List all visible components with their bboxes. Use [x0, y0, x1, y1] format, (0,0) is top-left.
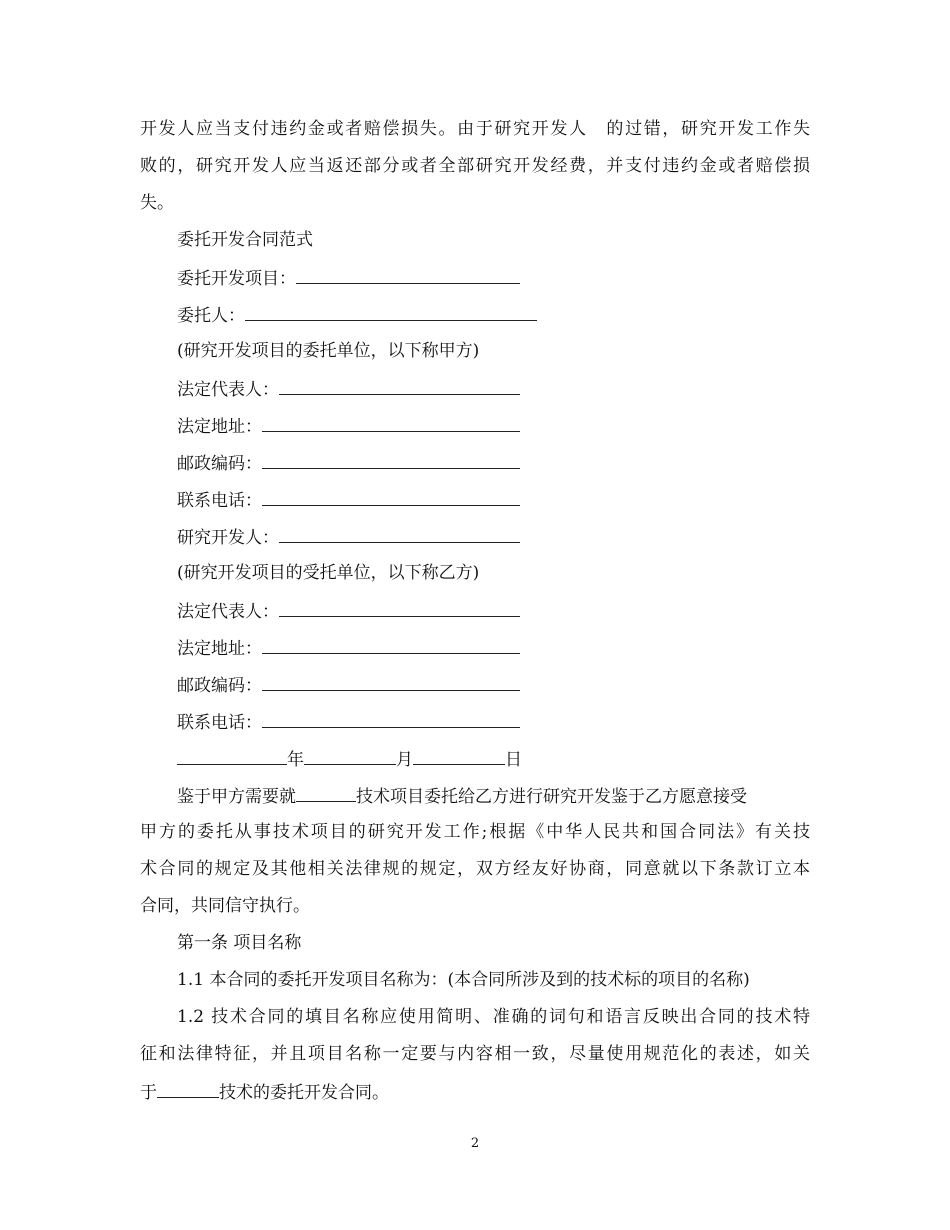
tel-blank-b[interactable] — [262, 710, 520, 728]
rep-field-a — [177, 377, 520, 401]
page-number: 2 — [470, 1136, 480, 1151]
rep-field-b — [177, 599, 520, 623]
rep-label-a: 法定代表人： — [177, 380, 279, 400]
rep-blank-b[interactable] — [279, 599, 520, 617]
month-label: 月 — [396, 750, 413, 770]
client-note: (研究开发项目的委托单位，以下称甲方) — [177, 341, 480, 361]
tel-label-a: 联系电话： — [177, 491, 262, 511]
tel-field-a — [177, 488, 520, 512]
paragraph-line — [177, 784, 747, 808]
tel-label-b: 联系电话： — [177, 713, 262, 733]
tech-name-blank[interactable] — [157, 1080, 219, 1098]
paragraph-line: 失。 — [140, 193, 174, 213]
addr-field-b — [177, 636, 520, 660]
date-field — [177, 747, 522, 771]
clause-1-2-line: 征和法律特征，并且项目名称一定要与内容相一致，尽量使用规范化的表述，如关 — [140, 1044, 810, 1064]
developer-note: (研究开发项目的受托单位，以下称乙方) — [177, 563, 480, 583]
client-field — [177, 303, 537, 327]
developer-field — [177, 525, 520, 549]
zip-label-a: 邮政编码： — [177, 454, 262, 474]
project-label: 委托开发项目： — [177, 269, 296, 289]
clause-1-2-line — [140, 1080, 389, 1104]
paragraph-text: 技术的委托开发合同。 — [219, 1083, 389, 1103]
zip-label-b: 邮政编码： — [177, 676, 262, 696]
developer-label: 研究开发人： — [177, 528, 279, 548]
year-label: 年 — [287, 750, 304, 770]
clause-1-1: 1.1 本合同的委托开发项目名称为：(本合同所涉及到的技术标的项目的名称) — [177, 970, 750, 990]
paragraph-line: 合同，共同信守执行。 — [140, 896, 310, 916]
developer-blank[interactable] — [279, 525, 520, 543]
rep-label-b: 法定代表人： — [177, 602, 279, 622]
zip-field-b — [177, 673, 520, 697]
paragraph-line: 败的，研究开发人应当返还部分或者全部研究开发经费，并支付违约金或者赔偿损 — [140, 156, 810, 176]
paragraph-line: 术合同的规定及其他相关法律规的规定，双方经友好协商，同意就以下条款订立本 — [140, 859, 810, 879]
day-blank[interactable] — [413, 747, 505, 765]
client-blank[interactable] — [245, 303, 537, 321]
paragraph-text: 于 — [140, 1083, 157, 1103]
zip-blank-a[interactable] — [262, 451, 520, 469]
clause-1-2-line: 1.2 技术合同的填目名称应使用简明、准确的词句和语言反映出合同的技术特 — [177, 1007, 810, 1027]
year-blank[interactable] — [177, 747, 287, 765]
paragraph-text: 技术项目委托给乙方进行研究开发鉴于乙方愿意接受 — [356, 787, 747, 807]
day-label: 日 — [505, 750, 522, 770]
form-title: 委托开发合同范式 — [177, 230, 313, 250]
article-heading: 第一条 项目名称 — [177, 933, 302, 953]
client-label: 委托人： — [177, 306, 245, 326]
zip-blank-b[interactable] — [262, 673, 520, 691]
addr-label-b: 法定地址： — [177, 639, 262, 659]
tech-project-blank[interactable] — [296, 784, 356, 802]
tel-blank-a[interactable] — [262, 488, 520, 506]
paragraph-line: 开发人应当支付违约金或者赔偿损失。由于研究开发人 的过错，研究开发工作失 — [140, 119, 810, 139]
tel-field-b — [177, 710, 520, 734]
addr-blank-a[interactable] — [262, 414, 520, 432]
addr-field-a — [177, 414, 520, 438]
paragraph-text: 鉴于甲方需要就 — [177, 787, 296, 807]
month-blank[interactable] — [304, 747, 396, 765]
addr-label-a: 法定地址： — [177, 417, 262, 437]
addr-blank-b[interactable] — [262, 636, 520, 654]
paragraph-line: 甲方的委托从事技术项目的研究开发工作;根据《中华人民共和国合同法》有关技 — [140, 822, 810, 842]
zip-field-a — [177, 451, 520, 475]
project-blank[interactable] — [296, 266, 520, 284]
rep-blank-a[interactable] — [279, 377, 520, 395]
project-field — [177, 266, 520, 290]
